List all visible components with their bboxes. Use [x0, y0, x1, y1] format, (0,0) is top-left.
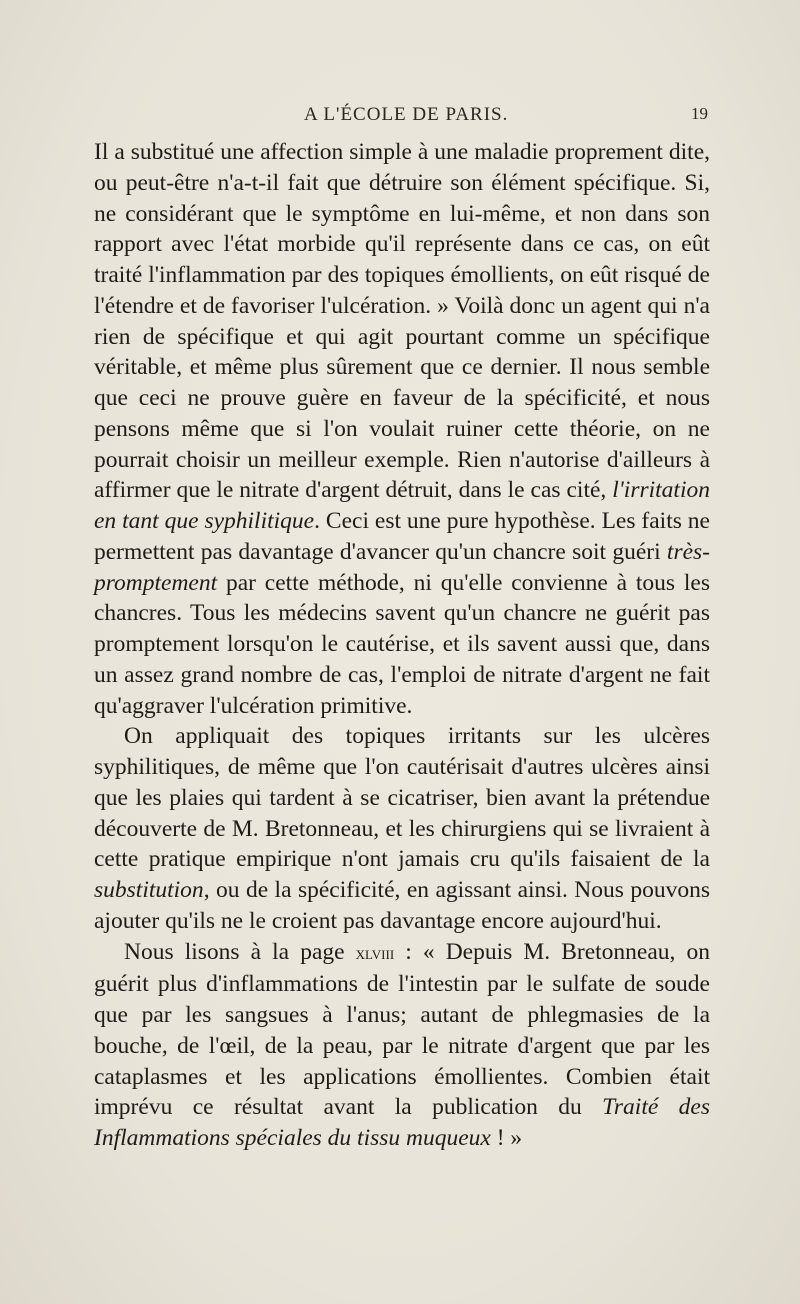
paragraph-1: [94, 137, 710, 721]
page-header: [94, 104, 710, 132]
text-segment: Il a substitué une affection simple à une maladie proprement dite, ou peut-être n'a-t-il fait que détruire son élément spécifique. Si, ne considérant que le symptôme en lui-même, et non dans son rapport avec l'état morbide qu'il représente dans ce cas, on eût traité l'inflammation par des topiques émollients, on eût risqué de l'étendre et de favoriser l'ulcération. » Voilà donc un agent qui n'a rien de spécifique et qui agit pourtant comme un spécifique véritable, et même plus sûrement que ce dernier. Il nous semble que ceci ne prouve guère en faveur de la spécificité, et nous pensons même que si l'on voulait ruiner cette théorie, on ne pourrait choisir un meilleur exemple. Rien n'autorise d'ailleurs à affirmer que le nitrate d'argent détruit, dans le cas cité,: [94, 139, 710, 504]
body-text: [94, 137, 710, 1154]
italic-phrase: l'irritation en tant que syphilitique: [94, 477, 710, 534]
text-segment: ! »: [490, 1125, 523, 1151]
italic-phrase: très-promptement: [94, 538, 710, 596]
text-segment: Nous lisons à la page: [124, 938, 356, 965]
roman-page-reference: xlviii: [355, 942, 395, 964]
paragraph-2: [94, 721, 710, 936]
text-segment: , ou de la spécificité, en agissant ainsi. Nous pouvons ajouter qu'ils ne le croient pas davantage encore aujourd'hui.: [94, 877, 710, 934]
paragraph-3: [94, 937, 710, 1154]
running-head: A L'ÉCOLE DE PARIS.: [304, 104, 509, 125]
text-segment: par cette méthode, ni qu'elle convienne à tous les chancres. Tous les médecins savent qu'un chancre ne guérit pas promptement lorsqu'on le cautérise, et ils savent aussi que, dans un assez grand nombre de cas, l'emploi de nitrate d'argent ne fait qu'aggraver l'ulcération primitive.: [94, 569, 710, 719]
text-segment: On appliquait des topiques irritants sur les ulcères syphilitiques, de même que l'on cautérisait d'autres ulcères ainsi que les plaies qui tardent à se cicatriser, bien avant la prétendue découverte de M. Bretonneau, et les chirurgiens qui se livraient à cette pratique empirique n'ont jamais cru qu'ils faisaient de la: [94, 723, 710, 873]
text-segment: : « Depuis M. Bretonneau, on guérit plus d'inflammations de l'intestin par le sulfate de soude que par les sangsues à l'anus; autant de phlegmasies de la bouche, de l'œil, de la peau, par le nitrate d'argent que par les cataplasmes et les applications émollientes. Combien était imprévu ce résultat avant la publication du: [94, 938, 711, 1121]
italic-book-title: Traité des Inflammations spéciales du tissu muqueux: [94, 1094, 711, 1151]
italic-phrase: substitution: [94, 877, 204, 903]
page-number: 19: [691, 104, 708, 123]
text-segment: . Ceci est une pure hypothèse. Les faits ne permettent pas davantage d'avancer qu'un chancre soit guéri: [94, 508, 710, 565]
